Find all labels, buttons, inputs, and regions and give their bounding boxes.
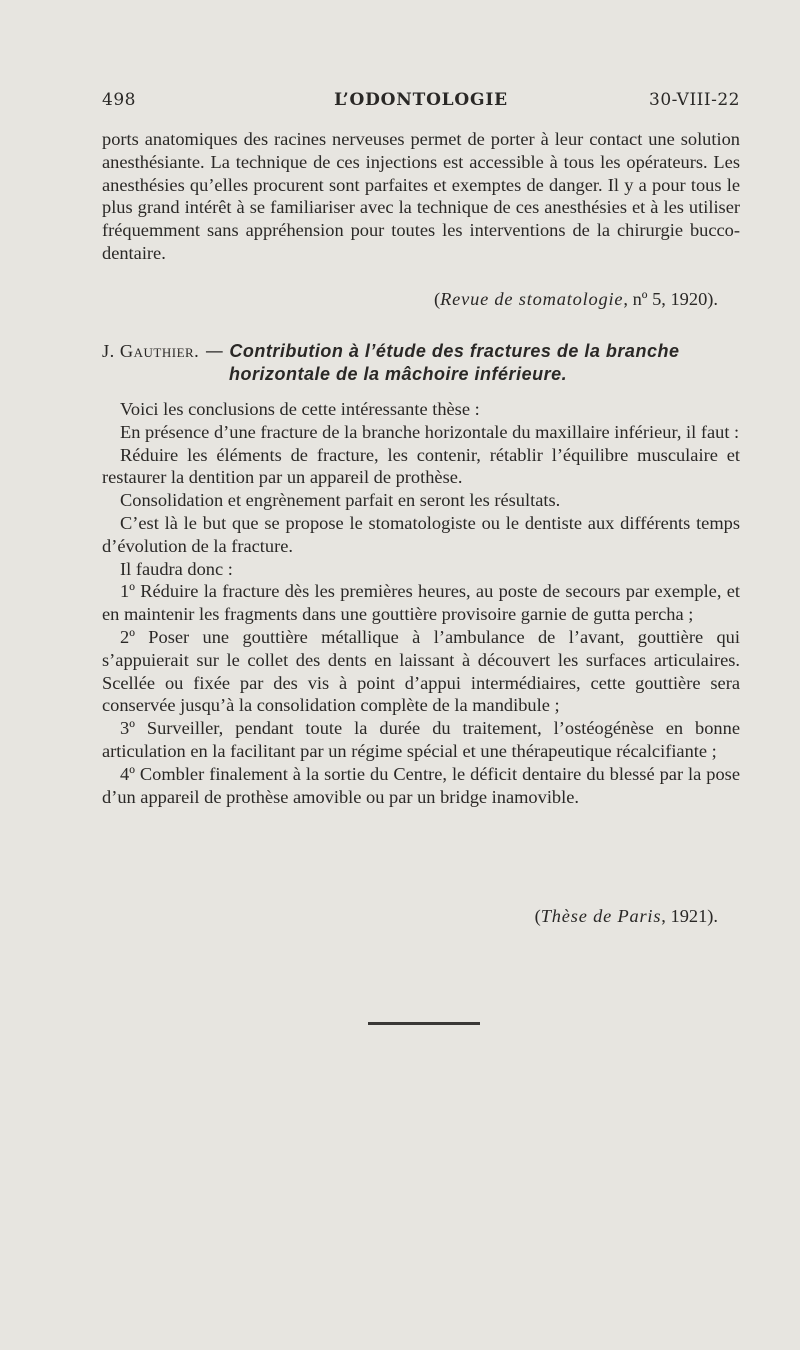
paragraph: Consolidation et engrènement parfait en seront les résultats. [120, 490, 561, 511]
issue-date: 30-VIII-22 [649, 90, 740, 110]
citation-journal: Thèse de Paris [540, 906, 662, 926]
paragraph: C’est là le but que se propose le stomatologiste ou le dentiste aux différents temps d’évolution de la fracture. [102, 512, 740, 556]
paragraph: En présence d’une fracture de la branche horizontale du maxillaire inférieur, il faut : [120, 421, 740, 442]
intro-section [102, 128, 740, 265]
citation-open: ( [433, 289, 441, 309]
article-author: J. Gauthier. [102, 341, 200, 361]
heading-dash: — [199, 341, 230, 362]
citation-revue [434, 288, 718, 310]
paragraph: 1º Réduire la fracture dès les premières heures, au poste de secours par exemple, et en maintenir les fragments dans une gouttière provisoire garnie de gutta percha ; [102, 581, 740, 625]
paragraph: 2º Poser une gouttière métallique à l’ambulance de l’avant, gouttière qui s’appuierait sur le collet des dents en laissant à découvert les surfaces articulaires. Scellée ou fixée par des vis à point d’appui intermédiaires, cette gouttière sera conservée jusqu’à la consolidation complète de la mandibule ; [102, 626, 740, 716]
citation-these [535, 905, 718, 927]
citation-open: ( [534, 906, 541, 926]
conclusions-section [102, 398, 740, 808]
paragraph: Il faudra donc : [120, 558, 233, 579]
citation-journal: Revue de stomatologie [440, 289, 624, 309]
paragraph: 4º Combler finalement à la sortie du Centre, le déficit dentaire du blessé par la pose d’un appareil de prothèse amovible ou par un bridge inamovible. [102, 763, 740, 807]
article-heading [102, 340, 762, 386]
intro-paragraph: ports anatomiques des racines nerveuses permet de porter à leur contact une solution anesthésiante. La technique de ces injections est accessible à tous les opérateurs. Les anesthésies qu’elles procurent sont parfaites et exemptes de danger. Il y a pour tous le plus grand intérêt à se familiariser avec la technique de ces anesthésies et à les utiliser fréquemment sans appréhension pour toutes les interventions de la chirurgie bucco-dentaire. [102, 129, 740, 263]
journal-title: L’ODONTOLOGIE [334, 90, 508, 110]
paragraph: Réduire les éléments de fracture, les contenir, rétablir l’équilibre musculaire et restaurer la dentition par un appareil de prothèse. [102, 444, 740, 488]
section-end-rule [368, 1022, 480, 1025]
paragraph: 3º Surveiller, pendant toute la durée du traitement, l’ostéogénèse en bonne articulation en la facilitant par un régime spécial et une thérapeutique récalcifiante ; [102, 718, 740, 761]
running-header [102, 90, 740, 118]
page-number: 498 [102, 90, 136, 110]
citation-details: , 1921). [661, 906, 718, 926]
citation-details: , nº 5, 1920). [623, 289, 718, 309]
paragraph: Voici les conclusions de cette intéressante thèse : [120, 399, 480, 419]
article-title-line1: Contribution à l’étude des fractures de la branche [229, 341, 680, 361]
article-title-line2: horizontale de la mâchoire inférieure. [229, 364, 568, 384]
